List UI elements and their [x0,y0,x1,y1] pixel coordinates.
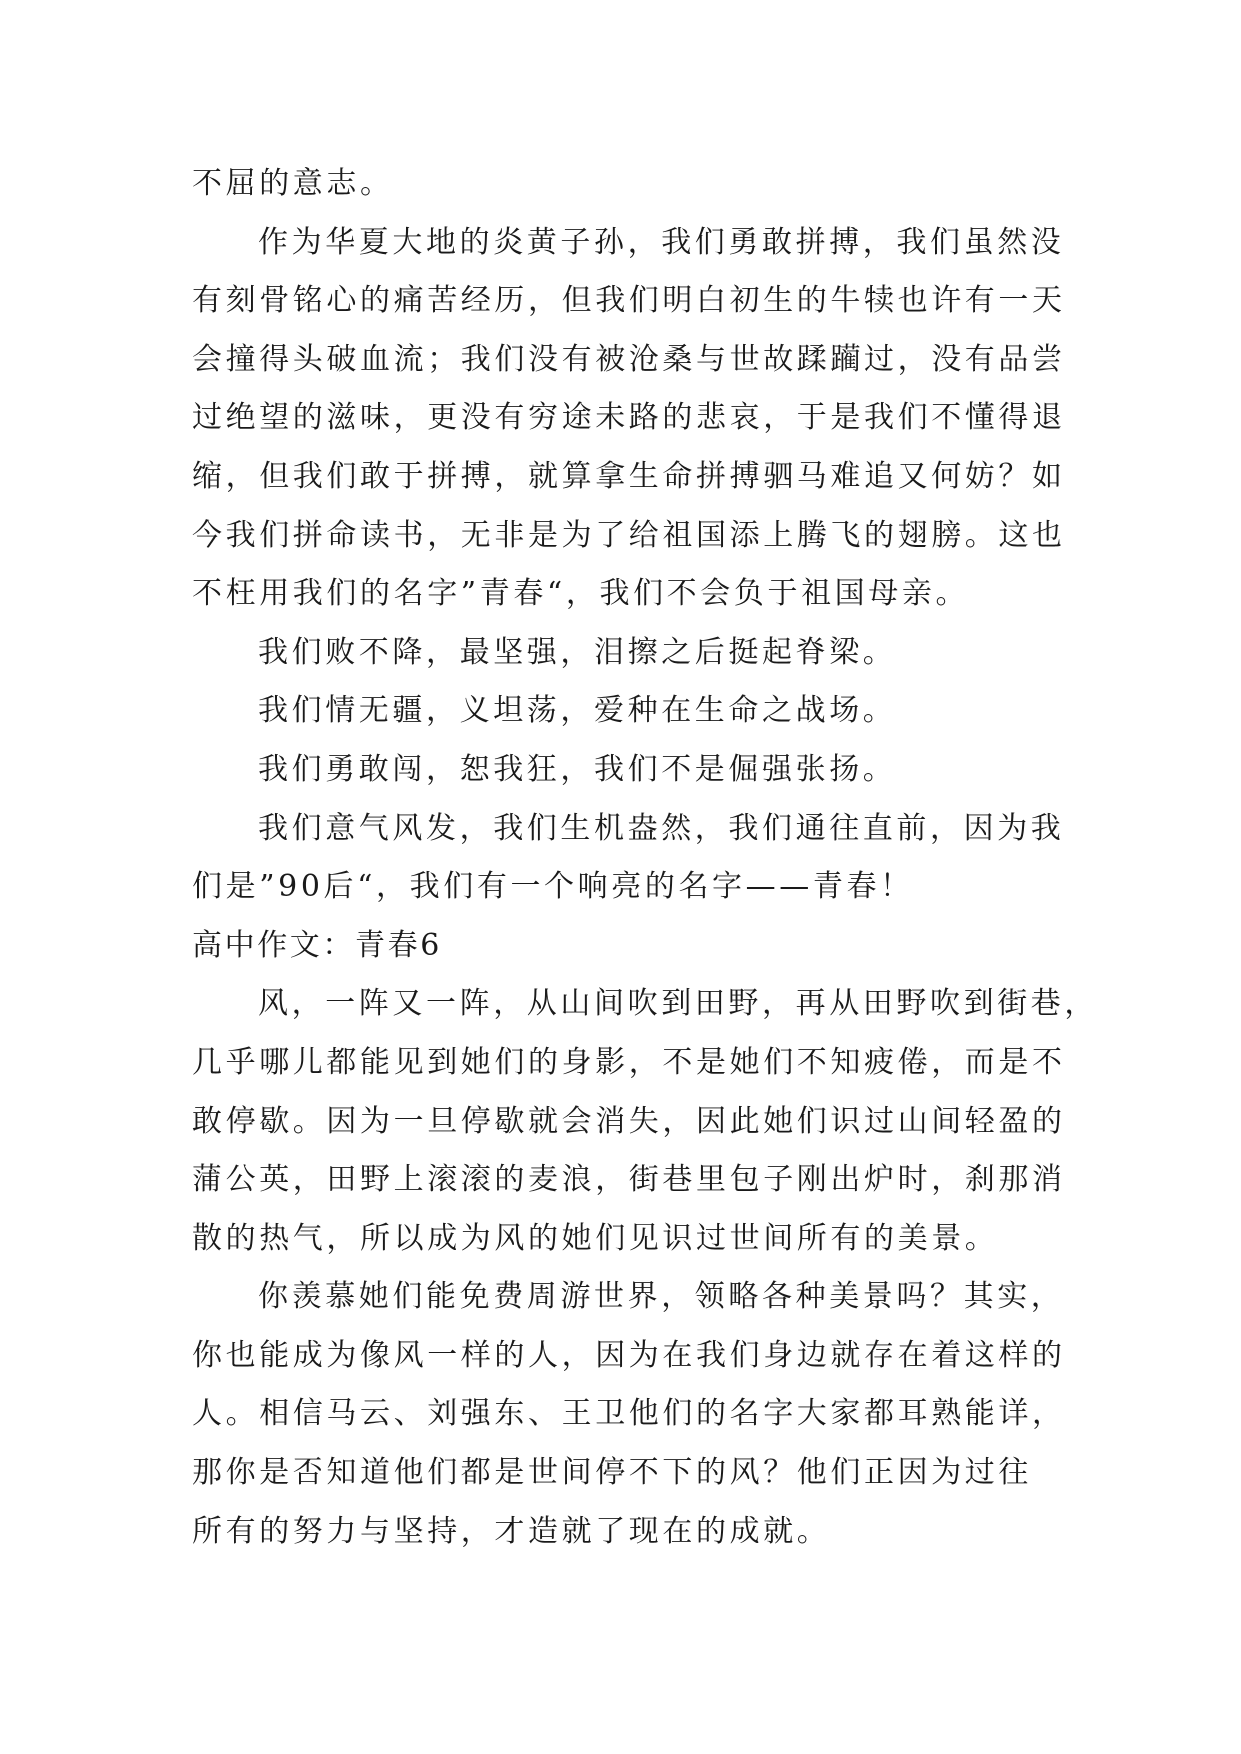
text-line: 你也能成为像风一样的人，因为在我们身边就存在着这样的 [192,1337,1066,1373]
document-body [192,155,1098,1561]
text-line: 们是”90后“，我们有一个响亮的名字——青春！ [192,869,914,905]
text-line: 今我们拼命读书，无非是为了给祖国添上腾飞的翅膀。这也 [192,517,1066,553]
text-line: 我们意气风发，我们生机盎然，我们通往直前，因为我 [258,810,1065,846]
text-line: 我们情无疆，义坦荡，爱种在生命之战场。 [258,693,897,729]
text-line: 所有的努力与坚持，才造就了现在的成就。 [192,1513,831,1549]
text-line: 人。相信马云、刘强东、王卫他们的名字大家都耳熟能详， [192,1396,1066,1432]
text-line: 过绝望的滋味，更没有穷途未路的悲哀，于是我们不懂得退 [192,400,1066,436]
text-line: 风，一阵又一阵，从山间吹到田野，再从田野吹到街巷， [258,986,1098,1022]
section-heading: 高中作文：青春6 [192,927,442,963]
text-line: 你羡慕她们能免费周游世界，领略各种美景吗？其实， [258,1279,1065,1315]
text-line: 敢停歇。因为一旦停歇就会消失，因此她们识过山间轻盈的 [192,1103,1066,1139]
text-line: 不屈的意志。 [192,166,394,201]
text-line: 会撞得头破血流；我们没有被沧桑与世故蹂躏过，没有品尝 [192,341,1066,377]
text-line: 我们败不降，最坚强，泪擦之后挺起脊梁。 [258,634,897,670]
text-line: 作为华夏大地的炎黄子孙，我们勇敢拼搏，我们虽然没 [258,224,1065,260]
text-line: 有刻骨铭心的痛苦经历，但我们明白初生的牛犊也许有一天 [192,283,1066,319]
text-line: 不枉用我们的名字”青春“，我们不会负于祖国母亲。 [192,576,970,612]
text-line: 那你是否知道他们都是世间停不下的风？他们正因为过往 [192,1455,1032,1491]
text-line: 缩，但我们敢于拼搏，就算拿生命拼搏驷马难追又何妨？如 [192,458,1066,494]
text-line: 几乎哪儿都能见到她们的身影，不是她们不知疲倦，而是不 [192,1044,1066,1080]
text-line: 散的热气，所以成为风的她们见识过世间所有的美景。 [192,1220,999,1256]
text-line: 蒲公英，田野上滚滚的麦浪，街巷里包子刚出炉时，刹那消 [192,1162,1066,1198]
text-line: 我们勇敢闯，恕我狂，我们不是倔强张扬。 [258,751,897,787]
